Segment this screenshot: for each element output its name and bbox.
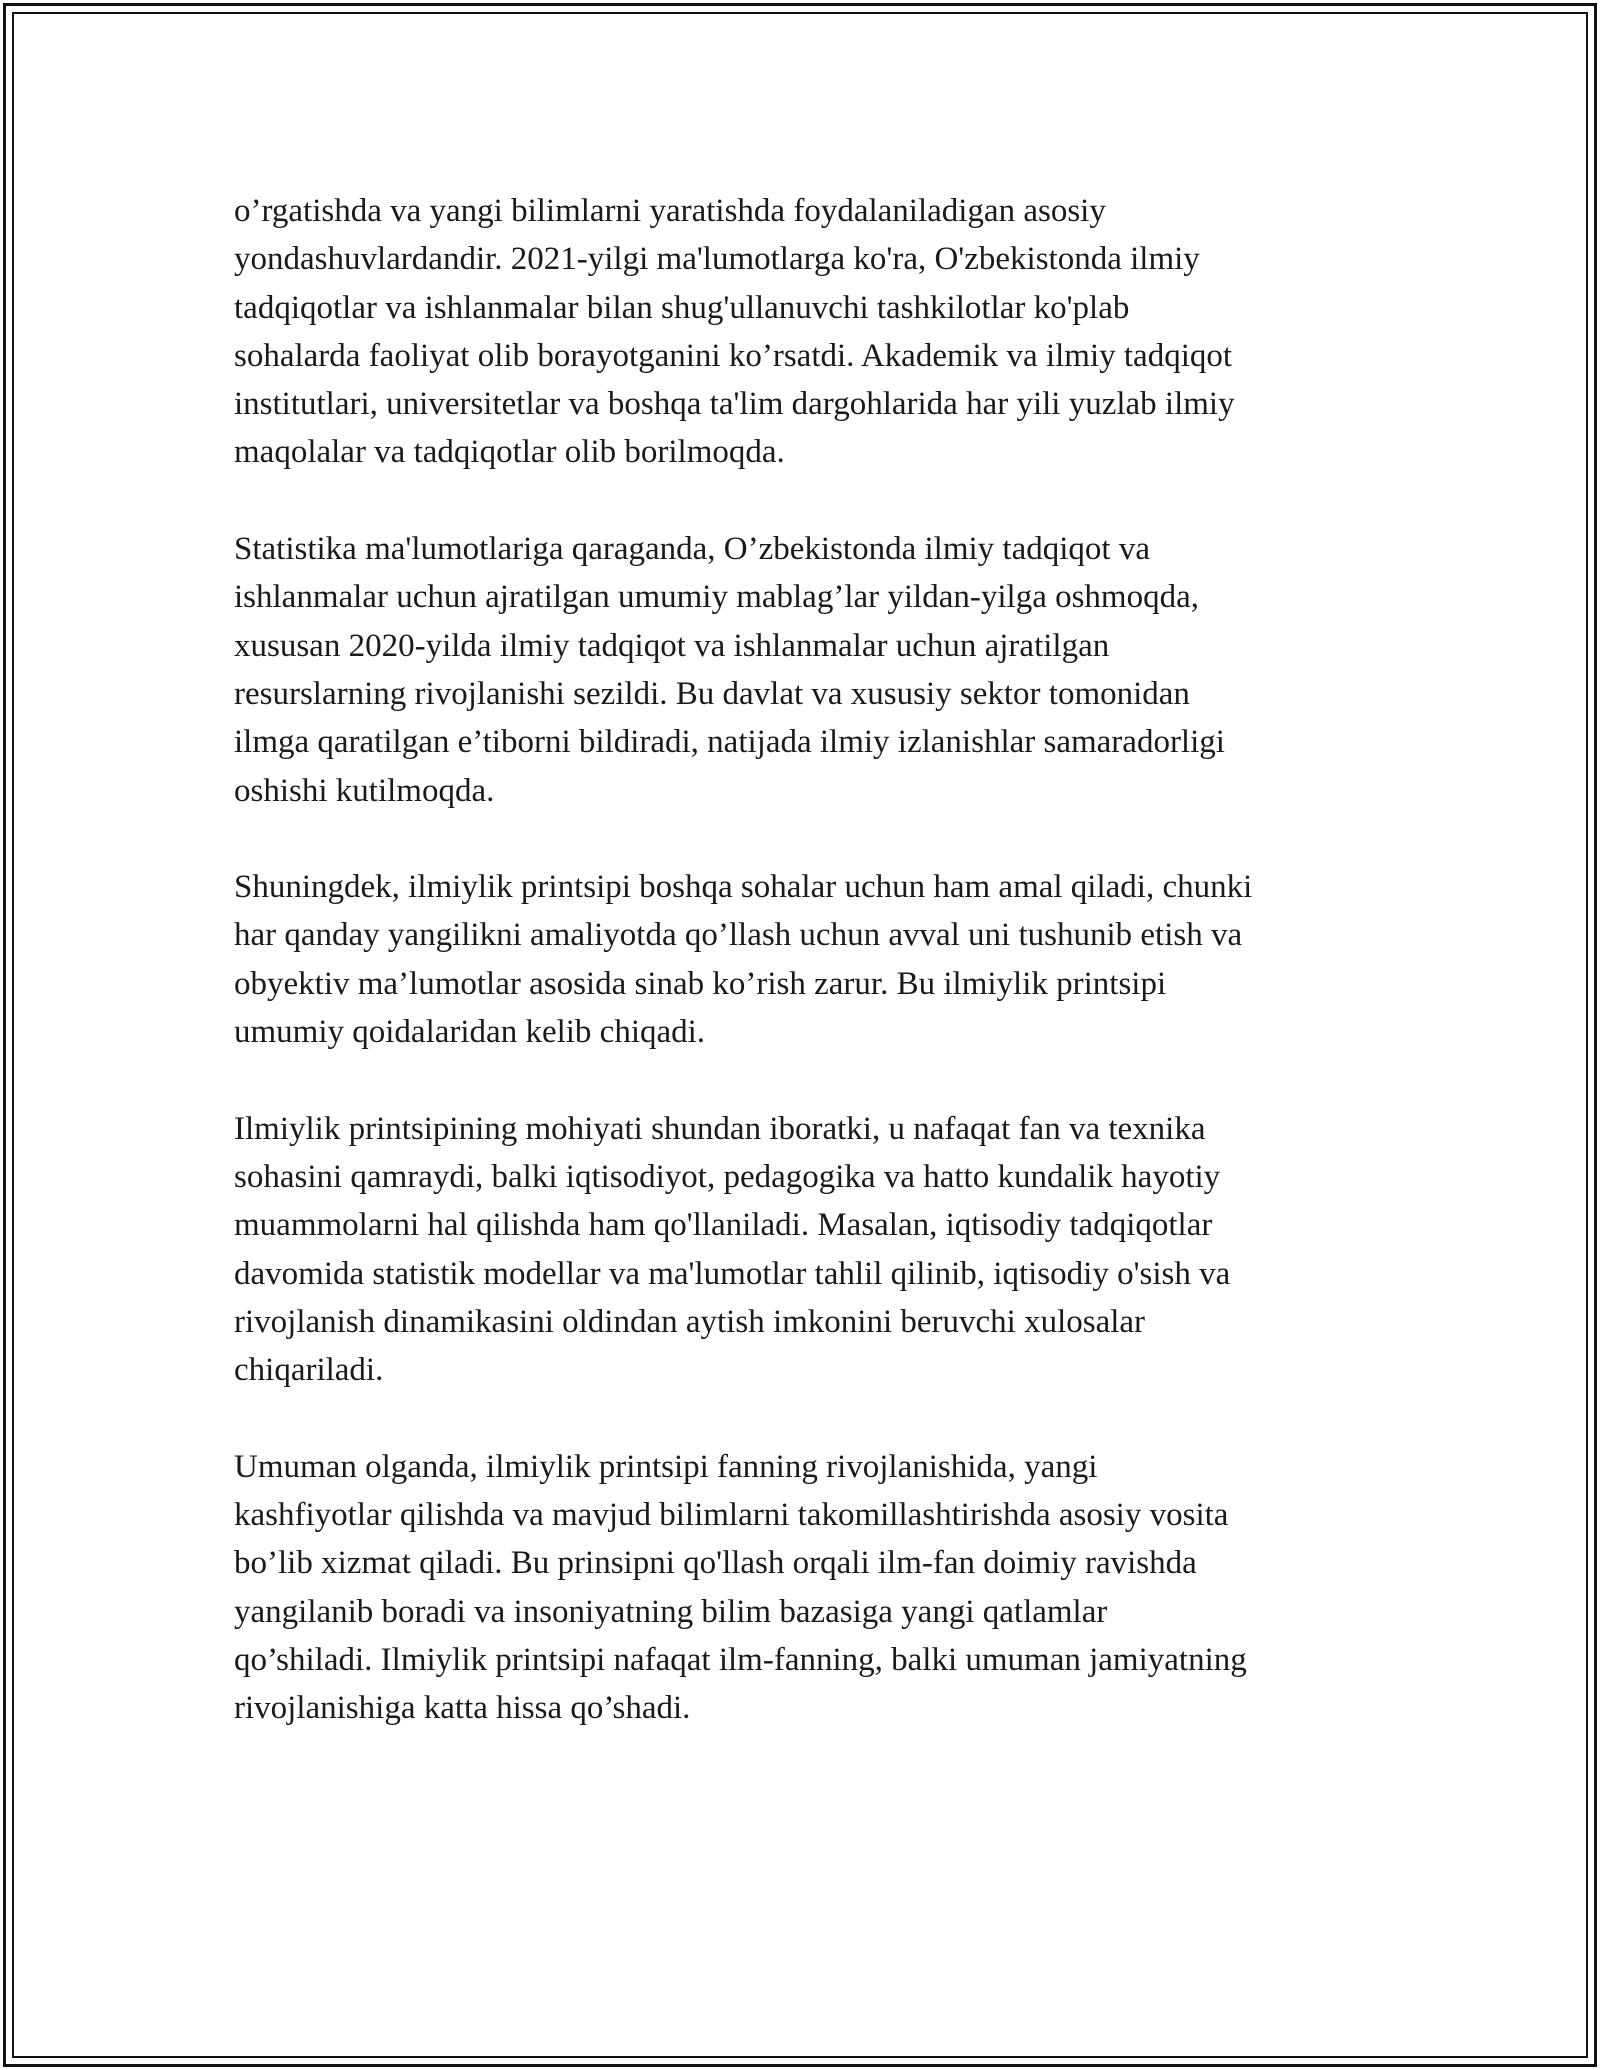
paragraph xyxy=(234,863,1384,1056)
text-line: rivojlanishiga katta hissa qo’shadi. xyxy=(234,1690,691,1727)
text-line: ishlanmalar uchun ajratilgan umumiy mablag’lar yildan-yilga oshmoqda, xyxy=(234,579,1199,616)
text-line: bo’lib xizmat qiladi. Bu prinsipni qo'llash orqali ilm-fan doimiy ravishda xyxy=(234,1545,1197,1582)
text-line: rivojlanish dinamikasini oldindan aytish imkonini beruvchi xulosalar xyxy=(234,1303,1146,1340)
text-line: Statistika ma'lumotlariga qaraganda, O’zbekistonda ilmiy tadqiqot va xyxy=(234,531,1150,568)
text-line: sohalarda faoliyat olib borayotganini ko’rsatdi. Akademik va ilmiy tadqiqot xyxy=(234,337,1233,374)
text-line: xususan 2020-yilda ilmiy tadqiqot va ishlanmalar uchun ajratilgan xyxy=(234,627,1110,664)
document-body xyxy=(234,187,1384,1733)
text-line: chiqariladi. xyxy=(234,1352,384,1389)
text-line: umumiy qoidalaridan kelib chiqadi. xyxy=(234,1014,706,1051)
paragraph xyxy=(234,1443,1384,1733)
text-line: o’rgatishda va yangi bilimlarni yaratishda foydalaniladigan asosiy xyxy=(234,193,1106,229)
text-line: yondashuvlardandir. 2021-yilgi ma'lumotlarga ko'ra, O'zbekistonda ilmiy xyxy=(234,241,1200,278)
text-line: institutlari, universitetlar va boshqa ta'lim dargohlarida har yili yuzlab ilmiy xyxy=(234,386,1235,423)
text-line: kashfiyotlar qilishda va mavjud bilimlarni takomillashtirishda asosiy vosita xyxy=(234,1497,1229,1534)
text-line: muammolarni hal qilishda ham qo'llaniladi. Masalan, iqtisodiy tadqiqotlar xyxy=(234,1207,1213,1244)
text-line: Ilmiylik printsipining mohiyati shundan iboratki, u nafaqat fan va texnika xyxy=(234,1110,1206,1147)
text-line: har qanday yangilikni amaliyotda qo’llash uchun avval uni tushunib etish va xyxy=(234,917,1243,954)
text-line: resurslarning rivojlanishi sezildi. Bu davlat va xususiy sektor tomonidan xyxy=(234,675,1190,712)
text-line: Shuningdek, ilmiylik printsipi boshqa sohalar uchun ham amal qiladi, chunki xyxy=(234,869,1253,906)
text-line: maqolalar va tadqiqotlar olib borilmoqda. xyxy=(234,434,785,471)
text-line: davomida statistik modellar va ma'lumotlar tahlil qilinib, iqtisodiy o'sish va xyxy=(234,1255,1231,1292)
text-line: sohasini qamraydi, balki iqtisodiyot, pedagogika va hatto kundalik hayotiy xyxy=(234,1158,1221,1195)
paragraph xyxy=(234,525,1384,815)
text-line: yangilanib boradi va insoniyatning bilim bazasiga yangi qatlamlar xyxy=(234,1593,1108,1630)
paragraph xyxy=(234,1105,1384,1395)
text-line: tadqiqotlar va ishlanmalar bilan shug'ullanuvchi tashkilotlar ko'plab xyxy=(234,289,1130,326)
text-line: Umuman olganda, ilmiylik printsipi fanning rivojlanishida, yangi xyxy=(234,1448,1098,1485)
text-line: oshishi kutilmoqda. xyxy=(234,772,495,809)
paragraph xyxy=(234,187,1384,477)
text-line: qo’shiladi. Ilmiylik printsipi nafaqat ilm-fanning, balki umuman jamiyatning xyxy=(234,1641,1247,1678)
text-line: obyektiv ma’lumotlar asosida sinab ko’rish zarur. Bu ilmiylik printsipi xyxy=(234,965,1167,1002)
text-line: ilmga qaratilgan e’tiborni bildiradi, natijada ilmiy izlanishlar samaradorligi xyxy=(234,724,1225,761)
